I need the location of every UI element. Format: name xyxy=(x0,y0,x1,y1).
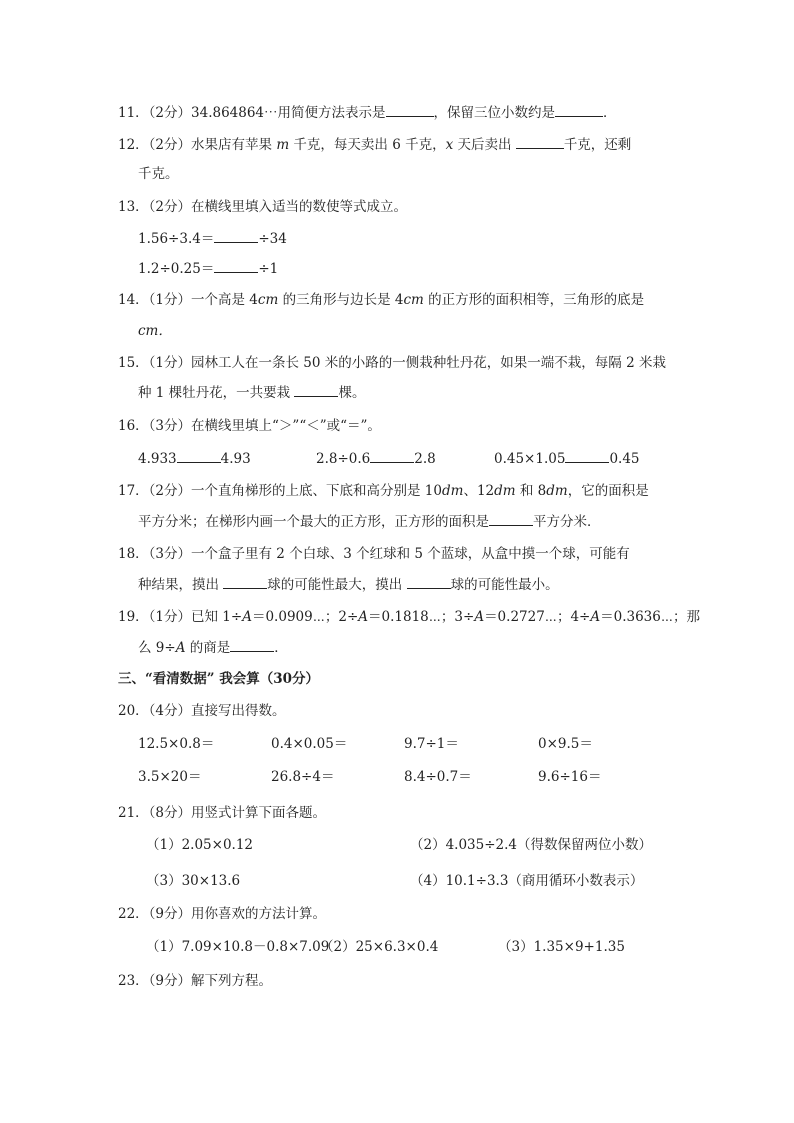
answer-blank[interactable] xyxy=(565,450,609,463)
question-22: 22．（9分）用你喜欢的方法计算。 xyxy=(118,906,327,922)
calc-item: （1）7.09×10.8－0.8×7.09 xyxy=(146,939,330,955)
question-18: 18．（3分）一个盒子里有 2 个白球、3 个红球和 5 个蓝球，从盒中摸一个球，可能有 xyxy=(118,546,630,562)
question-13-line-2: 1.2÷0.25＝ ÷1 xyxy=(138,261,279,277)
vertical-calc-item: （1）2.05×0.12 xyxy=(146,837,254,853)
calc-item: 26.8÷4＝ xyxy=(271,769,335,785)
question-15-continued: 种 1 棵牡丹花，一共要栽 棵。 xyxy=(138,385,366,401)
question-23: 23．（9分）解下列方程。 xyxy=(118,973,273,989)
section-heading: 三、“看清数据” 我会算（30分） xyxy=(118,671,320,687)
answer-blank[interactable] xyxy=(555,104,603,117)
question-14: 14．（1分）一个高是 4cm 的三角形与边长是 4cm 的正方形的面积相等，三角形的底是 xyxy=(118,292,645,308)
compare-item-3: 0.45×1.05 0.45 xyxy=(494,451,640,467)
question-13: 13．（2分）在横线里填入适当的数使等式成立。 xyxy=(118,199,408,215)
answer-blank[interactable] xyxy=(214,260,258,273)
question-19: 19．（1分）已知 1÷A＝0.0909⋯；2÷A＝0.1818⋯；3÷A＝0.2727⋯；4÷A＝0.3636⋯；那 xyxy=(118,609,700,625)
question-17: 17．（2分）一个直角梯形的上底、下底和高分别是 10dm、12dm 和 8dm，它的面积是 xyxy=(118,483,649,499)
answer-blank[interactable] xyxy=(294,384,338,397)
question-16: 16．（3分）在横线里填上“＞”“＜”或“＝”。 xyxy=(118,418,381,434)
calc-item: 9.6÷16＝ xyxy=(538,769,602,785)
answer-blank[interactable] xyxy=(223,576,267,589)
vertical-calc-item: （2）4.035÷2.4（得数保留两位小数） xyxy=(410,837,653,853)
answer-blank[interactable] xyxy=(177,450,221,463)
calc-item: 3.5×20＝ xyxy=(138,769,202,785)
answer-blank[interactable] xyxy=(214,230,258,243)
compare-item-2: 2.8÷0.6 2.8 xyxy=(316,451,436,467)
calc-item: （2）25×6.3×0.4 xyxy=(320,939,439,955)
question-17-continued: 平方分米；在梯形内画一个最大的正方形，正方形的面积是 平方分米． xyxy=(138,514,601,530)
answer-blank[interactable] xyxy=(489,513,533,526)
answer-blank[interactable] xyxy=(386,104,434,117)
question-13-line-1: 1.56÷3.4＝ ÷34 xyxy=(138,231,287,247)
question-14-continued: cm． xyxy=(138,323,172,339)
calc-item: 12.5×0.8＝ xyxy=(138,736,215,752)
vertical-calc-item: （3）30×13.6 xyxy=(146,873,241,889)
calc-item: 9.7÷1＝ xyxy=(404,736,459,752)
answer-blank[interactable] xyxy=(230,639,274,652)
question-12-continued: 千克。 xyxy=(138,166,179,182)
calc-item: 0×9.5＝ xyxy=(538,736,593,752)
question-20: 20．（4分）直接写出得数。 xyxy=(118,703,286,719)
calc-item: 8.4÷0.7＝ xyxy=(404,769,472,785)
question-15: 15．（1分）园林工人在一条长 50 米的小路的一侧栽种牡丹花，如果一端不栽，每隔 2 米栽 xyxy=(118,355,666,371)
question-11: 11．（2分）34.864864⋯用简便方法表示是 ，保留三位小数约是 ． xyxy=(118,105,617,121)
question-18-continued: 种结果，摸出 球的可能性最大，摸出 球的可能性最小。 xyxy=(138,577,559,593)
answer-blank[interactable] xyxy=(407,576,451,589)
vertical-calc-item: （4）10.1÷3.3（商用循环小数表示） xyxy=(410,873,644,889)
calc-item: （3）1.35×9+1.35 xyxy=(498,939,625,955)
answer-blank[interactable] xyxy=(370,450,414,463)
question-19-continued: 么 9÷A 的商是 ． xyxy=(138,640,288,656)
compare-item-1: 4.933 4.93 xyxy=(138,451,251,467)
answer-blank[interactable] xyxy=(516,136,564,149)
question-21: 21．（8分）用竖式计算下面各题。 xyxy=(118,805,327,821)
question-12: 12．（2分）水果店有苹果 m 千克，每天卖出 6 千克，x 天后卖出 千克，还剩 xyxy=(118,137,632,153)
calc-item: 0.4×0.05＝ xyxy=(271,736,348,752)
